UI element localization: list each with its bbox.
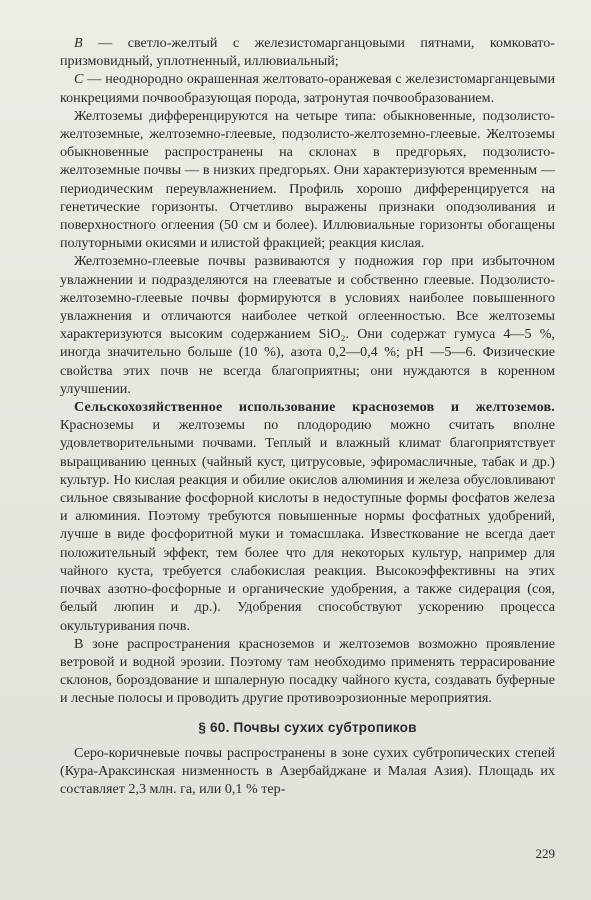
section-heading: § 60. Почвы сухих субтропиков [198, 719, 417, 735]
page-number: 229 [535, 846, 555, 861]
paragraph-zheltozem-types: Желтоземы дифференцируются на четыре типа: обыкновенные, подзолисто-желтоземные, желтоземно-глеевые, подзолисто-желтоземно-глеевые. Желтоземы обыкновенные распространены на склонах в предгорьях, подзолисто-желтоземные почвы — в низких предгорьях. Они характеризуются временным — периодическим переувлажнением. Профиль хорошо дифференцируется на генетические горизонты. Отчетливо выражены признаки оподзоливания и поверхностного оглеения (50 см и более). Иллювиальные горизонты обогащены полуторными окисями и илистой фракцией; реакция кислая. [60, 107, 555, 252]
horizon-b-description: — светло-желтый с железистомарганцовыми пятнами, комковато-призмовидный, уплотненный, иллювиальный; [60, 35, 555, 70]
paragraph-gley-soils: Желтоземно-глеевые почвы развиваются у подножия гор при избыточном увлажнении и подразделяются на глееватые и собственно глеевые. Подзолисто-желтоземно-глеевые почвы формируются в условиях наиболее повышенного увлажнения и отличаются наиболее четкой оглеенностью. Все желтоземы характеризуются высоким содержанием SiO₂. Они содержат гумуса 4—5 %, иногда значительно больше (10 %), азота 0,2—0,4 %; pH —5—6. Физические свойства этих почв не всегда благоприятны; они нуждаются в коренном улучшении. [60, 253, 555, 397]
paragraph-erosion: В зоне распространения красноземов и желтоземов возможно проявление ветровой и водной эрозии. Поэтому там необходимо применять террасирование склонов, бороздование и шпалерную посадку чайного куста, создавать буферные и лесные полосы и проводить другие противоэрозионные мероприятия. [60, 635, 555, 707]
horizon-c-description: — неоднородно окрашенная желтовато-оранжевая с железистомарганцевыми конкрециями почвообразующая порода, затронутая почвообразованием. [60, 71, 555, 106]
paragraph-agricultural-use [60, 398, 555, 635]
paragraph-dry-subtropics: Серо-коричневые почвы распространены в зоне сухих субтропических степей (Кура-Араксинская низменность в Азербайджане и Малая Азия). Площадь их составляет 2,3 млн. га, или 0,1 % тер- [60, 744, 555, 798]
paragraph-horizon-b [60, 34, 555, 70]
agricultural-use-heading: Сельскохозяйственное использование красноземов и желтоземов. [74, 399, 555, 416]
horizon-letter-c: C [74, 71, 84, 88]
page-body-text [60, 34, 555, 798]
agricultural-use-text: Красноземы и желтоземы по плодородию можно считать вполне удовлетворительными почвами. Теплый и влажный климат благоприятствует выращиванию ценных (чайный куст, цитрусовые, эфиромасличные, табак и др.) культур. Но кислая реакция и обилие окислов алюминия и железа обусловливают сильное связывание фосфорной кислоты в недоступные формы фосфатов железа и алюминия. Поэтому требуются повышенные нормы фосфатных удобрений, лучше в виде фосфоритной муки и томасшлака. Известкование не всегда дает положительный эффект, тем более что для некоторых культур, например для чайного куста, требуется слабокислая реакция. Высокоэффективны на этих почвах азотно-фосфорные и органические удобрения, а также сидерация (соя, белый люпин и др.). Удобрения способствуют ускорению процесса окультуривания почв. [60, 417, 555, 634]
paragraph-horizon-c [60, 70, 555, 106]
horizon-letter-b: B [74, 35, 83, 51]
